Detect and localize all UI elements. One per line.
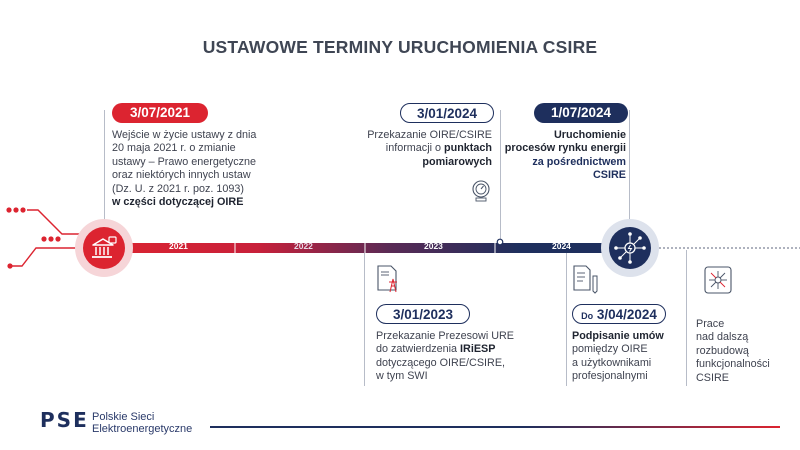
milestone-2023-description [376,330,536,384]
connector-line-jul-2024 [629,110,630,222]
description-line: Prace [696,318,725,330]
company-name-line1: Polskie Sieci [92,411,155,423]
description-line: ustawy – Prawo energetyczne [112,155,257,168]
document-pen-icon [572,264,598,294]
page-title: USTAWOWE TERMINY URUCHOMIENIA CSIRE [202,37,598,57]
description-line: Przekazanie OIRE/CSIRE [367,129,492,141]
year-label-2021: 2021 [169,241,188,251]
description-line: rozbudową [696,344,749,357]
description-line: CSIRE [696,371,729,384]
footer-divider [210,425,780,429]
bold-text: CSIRE [593,169,626,182]
inline-text: informacji o [385,142,441,155]
date-prefix: Do [581,311,594,321]
bold-text: pomiarowych [422,155,492,168]
description-line [498,129,626,142]
description-line: oraz niektórych innych ustaw [112,169,251,182]
logo-mark: PSE [40,408,89,432]
description-line [498,156,626,169]
bold-text: w części dotyczącej OIRE [112,196,244,209]
network-icon [600,218,660,278]
inline-text: do zatwierdzenia [376,343,458,356]
description-line: Wejście w życie ustawy z dnia [112,129,257,141]
description-line: funkcjonalności [696,358,770,371]
description-line: profesjonalnymi [572,370,648,383]
description-line [498,142,626,155]
description-line: dotyczącego OIRE/CSIRE, [376,356,506,369]
bold-text: Podpisanie umów [572,330,664,342]
bold-text: punktach [444,142,492,155]
year-label-2024: 2024 [552,241,571,251]
milestone-2021-description [112,129,272,209]
description-line: nad dalszą [696,331,749,344]
bold-text: IRiESP [460,343,496,356]
date-badge-jan-2024: 3/01/2024 [400,103,494,123]
description-line [362,156,492,169]
bold-text: za pośrednictwem [532,155,626,168]
date-badge-apr-2024 [572,304,666,324]
document-tower-icon [376,264,402,294]
description-line [572,330,682,343]
company-name-line2: Elektroenergetyczne [92,423,193,435]
milestone-apr-2024-description [572,330,682,384]
description-line: 20 maja 2021 r. o zmianie [112,142,236,155]
date-value: 3/04/2024 [596,307,657,322]
chip-icon [702,264,734,296]
description-bold-line [112,196,272,209]
description-line: (Dz. U. z 2021 r. poz. 1093) [112,182,245,195]
year-label-2022: 2022 [294,241,313,251]
bold-text: Uruchomienie [554,129,626,141]
footer [0,405,800,445]
date-badge-2023: 3/01/2023 [376,304,470,324]
meter-icon [470,179,492,203]
description-line: w tym SWI [376,370,428,383]
description-line: a użytkownikami [572,356,652,369]
milestone-future-description [696,318,796,385]
connector-line-2021 [104,110,105,230]
milestone-jul-2024-description [498,129,626,183]
bold-text: procesów rynku energii [504,142,626,155]
description-line: pomiędzy OIRE [572,343,648,356]
building-icon [74,218,134,278]
milestone-jan-2024-description [362,129,492,169]
description-line [376,343,536,356]
company-logo [40,408,89,432]
date-badge-2021: 3/07/2021 [112,103,208,123]
description-line [362,142,492,155]
description-line [498,169,626,182]
year-label-2023: 2023 [424,241,443,251]
date-badge-jul-2024: 1/07/2024 [534,103,628,123]
description-line: Przekazanie Prezesowi URE [376,330,515,342]
